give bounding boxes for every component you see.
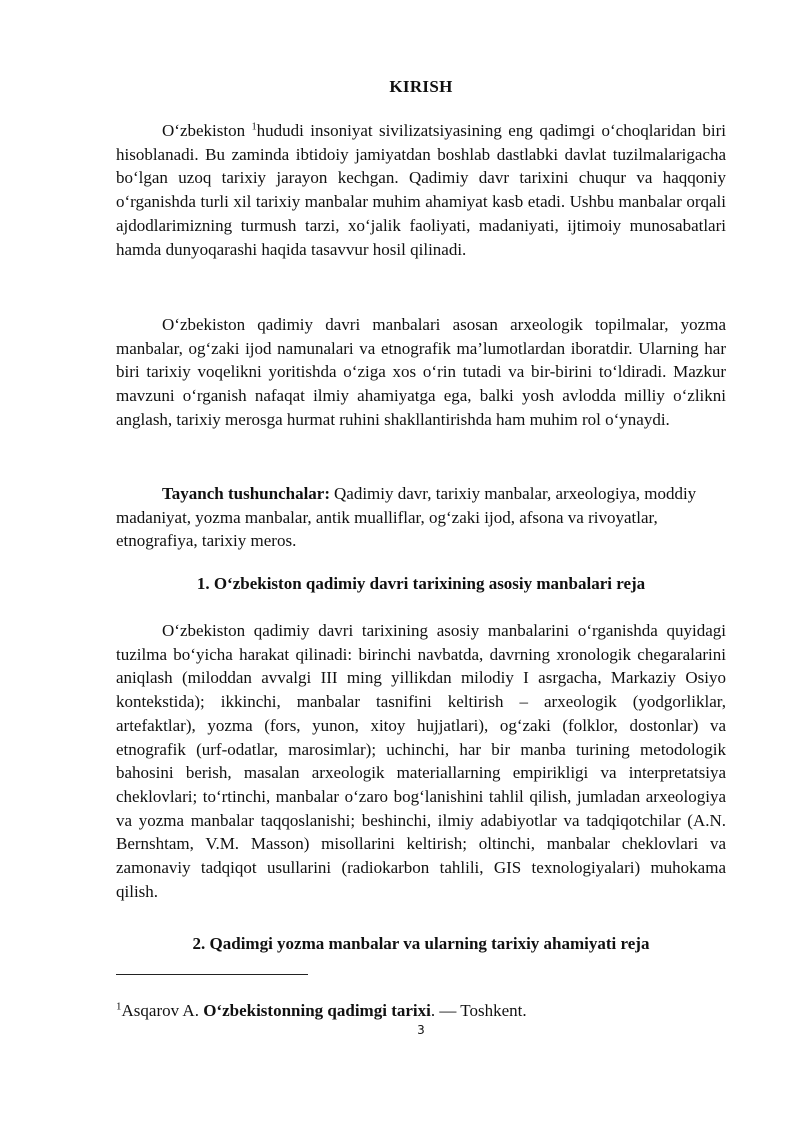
page-number: 3	[417, 1023, 425, 1037]
key-terms-text: Qadimiy davr, tarixiy manbalar, arxeologiya, moddiy madaniyat, yozma manbalar, antik mualliflar, og‘zaki ijod, afsona va rivoyatlar, etnografiya, tarixiy meros.	[116, 484, 697, 551]
intro-paragraph-1	[116, 119, 726, 261]
intro-paragraph-2	[116, 313, 726, 432]
footnote-reference[interactable]: 1	[251, 121, 257, 133]
page-title: KIRISH	[389, 77, 453, 96]
key-terms-paragraph	[116, 482, 726, 553]
footnote-divider	[116, 974, 308, 975]
footnote-rest: . — Toshkent.	[430, 1001, 527, 1020]
p1-lead-text: O‘zbekiston	[162, 121, 252, 140]
footnote-mark: 1	[116, 1000, 122, 1013]
p4-text: O‘zbekiston qadimiy davri tarixining asosiy manbalarini o‘rganishda quyidagi tuzilma bo‘yicha harakat qilinadi: birinchi navbatda, davrning xronologik chegaralarini aniqlash (miloddan avvalgi III ming yillikdan milodiy I asrgacha, Markaziy Osiyo kontekstida); ikkinchi, manbalar tasnifini keltirish – arxeologik (yodgorliklar, artefaktlar), yozma (fors, yunon, xitoy hujjatlari), og‘zaki (folklor, dostonlar) va etnografik (urf-odatlar, marosimlar); uchinchi, har bir manba turining metodologik bahosini berish, masalan arxeologik materiallarning empirikligi va interpretatsiya cheklovlari; to‘rtinchi, manbalar o‘zaro bog‘lanishini tahlil qilish, jumladan arxeologiya va yozma manbalar taqqoslanishi; beshinchi, ilmiy adabiyotlar va tadqiqotchilar (A.N. Bernshtam, V.M. Masson) misollarini keltirish; oltinchi, manbalar cheklovlari va zamonaviy tadqiqot usullarini (radiokarbon tahlili, GIS texnologiyalari) muhokama qilish.	[116, 621, 726, 901]
section-1-paragraph	[116, 619, 726, 903]
p2-text: O‘zbekiston qadimiy davri manbalari asosan arxeologik topilmalar, yozma manbalar, og‘zaki ijod namunalari va etnografik ma’lumotlardan iboratdir. Ularning har biri tarixiy voqelikni yoritishda o‘ziga xos o‘rin tutadi va bir-birini to‘ldiradi. Mazkur mavzuni o‘rganish nafaqat ilmiy ahamiyatga ega, balki yosh avlodda milliy o‘zlikni anglash, tarixiy merosga hurmat ruhini shakllantirishda ham muhim rol o‘ynaydi.	[116, 315, 726, 429]
footnote-work-title: O‘zbekistonning qadimgi tarixi	[203, 1001, 431, 1020]
p1-body-text: hududi insoniyat sivilizatsiyasining eng qadimgi o‘choqlaridan biri hisoblanadi. Bu zaminda ibtidoiy jamiyatdan boshlab dastlabki davlat tuzilmalarigacha bo‘lgan uzoq tarixiy jarayon kechgan. Qadimiy davr tarixini chuqur va haqqoniy o‘rganishda turli xil tarixiy manbalar muhim ahamiyat kasb etadi. Ushbu manbalar orqali ajdodlarimizning turmush tarzi, xo‘jalik faoliyati, madaniyati, ijtimoiy munosabatlari hamda dunyoqarashi haqida tasavvur hosil qilinadi.	[116, 121, 726, 259]
section-heading-1: 1. O‘zbekiston qadimiy davri tarixining asosiy manbalari reja	[196, 574, 646, 593]
footnote-author: Asqarov A.	[121, 1001, 204, 1020]
key-terms-label: Tayanch tushunchalar:	[162, 484, 331, 503]
section-heading-2: 2. Qadimgi yozma manbalar va ularning tarixiy ahamiyati reja	[192, 934, 650, 953]
footnote	[116, 1001, 527, 1021]
